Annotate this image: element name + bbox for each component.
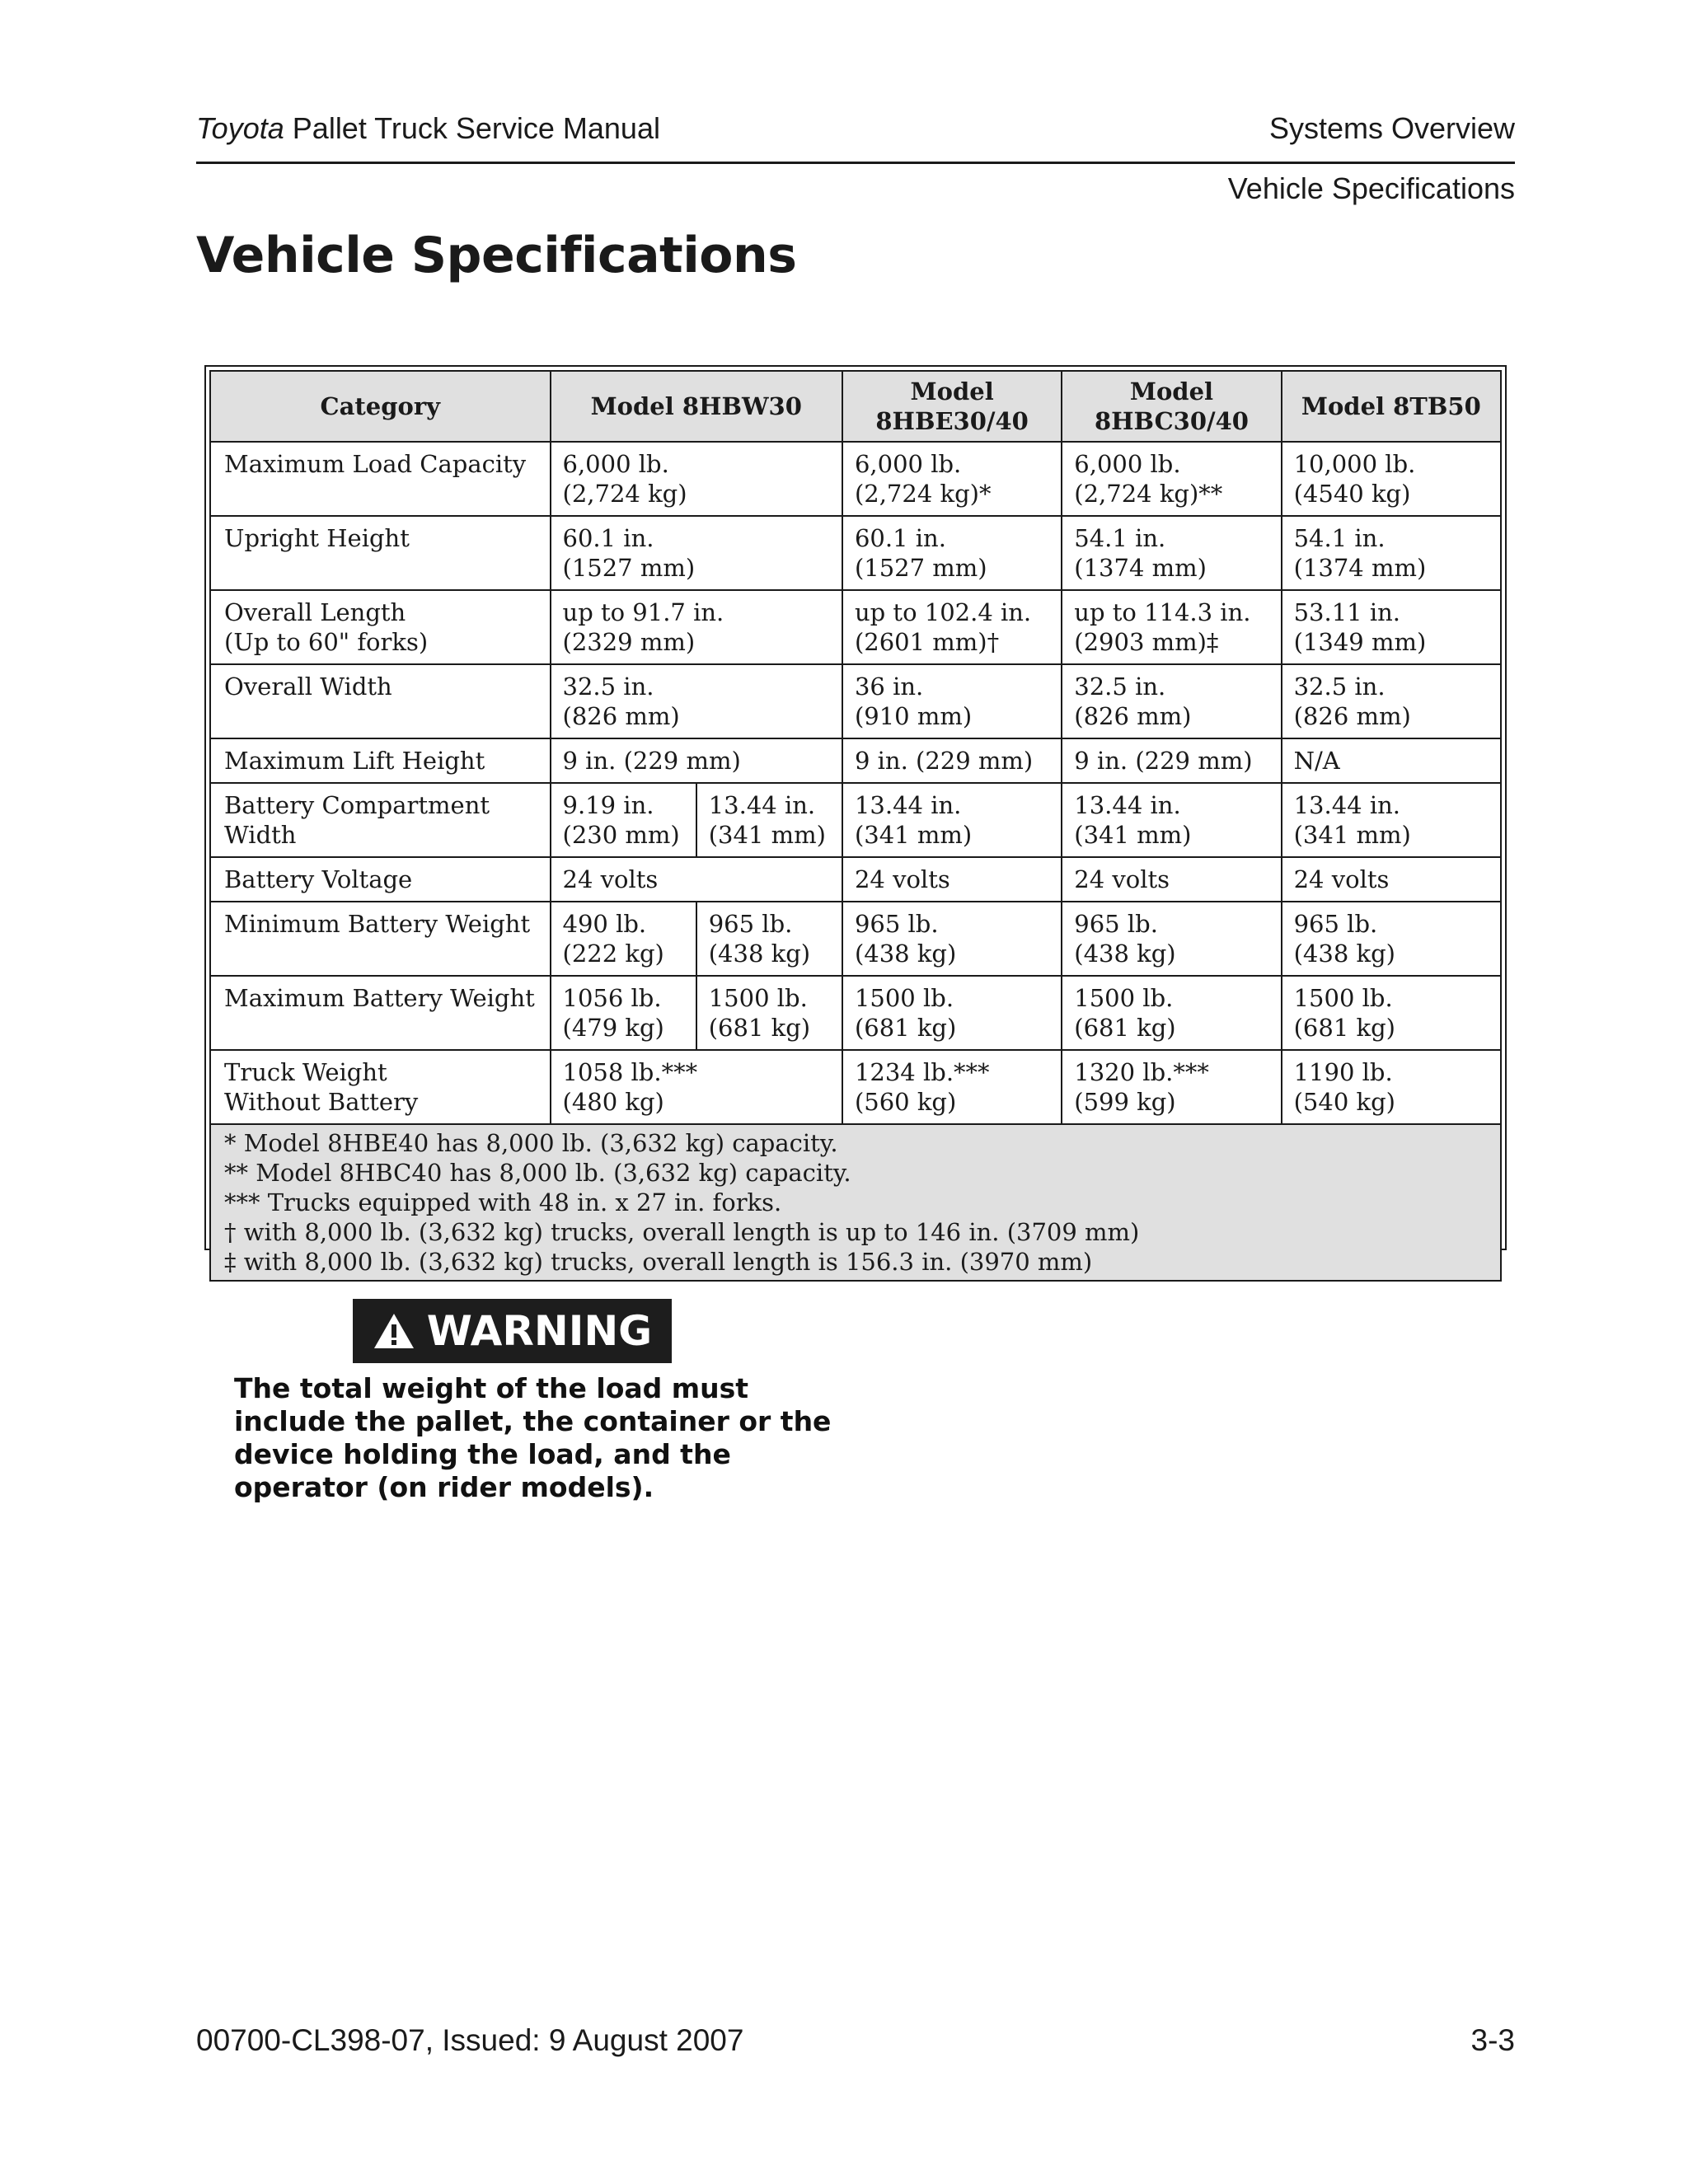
table-cell: 13.44 in. (341 mm) xyxy=(1282,783,1501,857)
table-cell: 24 volts xyxy=(1282,857,1501,902)
page-title: Vehicle Specifications xyxy=(196,227,797,284)
table-row xyxy=(210,976,1501,1050)
table-cell: 965 lb. (438 kg) xyxy=(1062,902,1281,976)
warning-label: WARNING xyxy=(426,1307,653,1355)
table-cell: 60.1 in. (1527 mm) xyxy=(842,516,1062,590)
table-cell: 36 in. (910 mm) xyxy=(842,664,1062,738)
table-cell: 1234 lb.*** (560 kg) xyxy=(842,1050,1062,1124)
brand-name: Toyota xyxy=(196,111,284,145)
row-category: Maximum Battery Weight xyxy=(210,976,551,1050)
table-cell: 6,000 lb. (2,724 kg)* xyxy=(842,442,1062,516)
page-footer xyxy=(196,2023,1515,2064)
section-name: Systems Overview xyxy=(1268,111,1515,145)
table-cell: 1500 lb. (681 kg) xyxy=(696,976,842,1050)
specs-table-frame xyxy=(204,365,1507,1276)
table-cell: 6,000 lb. (2,724 kg)** xyxy=(1062,442,1281,516)
footnote: *** Trucks equipped with 48 in. x 27 in. forks. xyxy=(224,1188,782,1216)
row-category: Battery Compartment Width xyxy=(210,783,551,857)
table-cell: 965 lb. (438 kg) xyxy=(842,902,1062,976)
warning-text: The total weight of the load must include the pallet, the container or the device holding the load, and the operator (on rider models). xyxy=(234,1372,832,1503)
table-row xyxy=(210,664,1501,738)
table-cell: N/A xyxy=(1282,738,1501,783)
table-cell: up to 102.4 in. (2601 mm)† xyxy=(842,590,1062,664)
table-cell: up to 91.7 in. (2329 mm) xyxy=(551,590,842,664)
page-number: 3-3 xyxy=(1470,2023,1515,2057)
table-cell: 1500 lb. (681 kg) xyxy=(1062,976,1281,1050)
table-cell: 53.11 in. (1349 mm) xyxy=(1282,590,1501,664)
table-cell: 9 in. (229 mm) xyxy=(842,738,1062,783)
table-footnotes xyxy=(210,1124,1501,1281)
column-header: Model 8HBC30/40 xyxy=(1062,371,1281,442)
footnote: * Model 8HBE40 has 8,000 lb. (3,632 kg) capacity. xyxy=(224,1129,838,1157)
table-cell: 24 volts xyxy=(842,857,1062,902)
column-header: Model 8HBW30 xyxy=(551,371,842,442)
manual-title xyxy=(196,111,660,146)
table-cell: 13.44 in. (341 mm) xyxy=(696,783,842,857)
table-cell: 965 lb. (438 kg) xyxy=(696,902,842,976)
column-header: Category xyxy=(210,371,551,442)
table-cell: 9.19 in. (230 mm) xyxy=(551,783,696,857)
table-cell: 6,000 lb. (2,724 kg) xyxy=(551,442,842,516)
table-cell: 32.5 in. (826 mm) xyxy=(1282,664,1501,738)
table-cell: 1500 lb. (681 kg) xyxy=(842,976,1062,1050)
table-row xyxy=(210,516,1501,590)
row-category: Minimum Battery Weight xyxy=(210,902,551,976)
table-cell: 9 in. (229 mm) xyxy=(551,738,842,783)
row-category: Upright Height xyxy=(210,516,551,590)
footnote: ‡ with 8,000 lb. (3,632 kg) trucks, overall length is 156.3 in. (3970 mm) xyxy=(224,1248,1093,1276)
column-header: Model 8HBE30/40 xyxy=(842,371,1062,442)
table-cell: 1190 lb. (540 kg) xyxy=(1282,1050,1501,1124)
table-row xyxy=(210,442,1501,516)
table-cell: 1320 lb.*** (599 kg) xyxy=(1062,1050,1281,1124)
table-row xyxy=(210,783,1501,857)
specs-table xyxy=(209,370,1502,1282)
table-cell: 10,000 lb. (4540 kg) xyxy=(1282,442,1501,516)
table-cell: 1500 lb. (681 kg) xyxy=(1282,976,1501,1050)
table-row xyxy=(210,590,1501,664)
row-category: Overall Length (Up to 60" forks) xyxy=(210,590,551,664)
table-cell: 32.5 in. (826 mm) xyxy=(1062,664,1281,738)
row-category: Truck Weight Without Battery xyxy=(210,1050,551,1124)
table-cell: up to 114.3 in. (2903 mm)‡ xyxy=(1062,590,1281,664)
table-cell: 60.1 in. (1527 mm) xyxy=(551,516,842,590)
row-category: Battery Voltage xyxy=(210,857,551,902)
table-header-row xyxy=(210,371,1501,442)
table-cell: 24 volts xyxy=(551,857,842,902)
table-cell: 54.1 in. (1374 mm) xyxy=(1062,516,1281,590)
warning-banner xyxy=(353,1299,672,1363)
table-notes-row xyxy=(210,1124,1501,1281)
table-row xyxy=(210,857,1501,902)
table-cell: 965 lb. (438 kg) xyxy=(1282,902,1501,976)
table-row xyxy=(210,902,1501,976)
row-category: Maximum Load Capacity xyxy=(210,442,551,516)
table-cell: 24 volts xyxy=(1062,857,1281,902)
header-rule xyxy=(196,162,1515,164)
table-cell: 13.44 in. (341 mm) xyxy=(842,783,1062,857)
running-header xyxy=(196,111,1515,161)
table-row xyxy=(210,738,1501,783)
table-cell: 54.1 in. (1374 mm) xyxy=(1282,516,1501,590)
column-header: Model 8TB50 xyxy=(1282,371,1501,442)
table-cell: 490 lb. (222 kg) xyxy=(551,902,696,976)
warning-triangle-icon xyxy=(373,1312,415,1350)
footnote: ** Model 8HBC40 has 8,000 lb. (3,632 kg) capacity. xyxy=(224,1159,851,1187)
row-category: Maximum Lift Height xyxy=(210,738,551,783)
subsection-name: Vehicle Specifications xyxy=(1227,171,1515,205)
footnote: † with 8,000 lb. (3,632 kg) trucks, overall length is up to 146 in. (3709 mm) xyxy=(224,1218,1140,1246)
document-id: 00700-CL398-07, Issued: 9 August 2007 xyxy=(196,2023,744,2057)
row-category: Overall Width xyxy=(210,664,551,738)
table-row xyxy=(210,1050,1501,1124)
manual-title-text: Pallet Truck Service Manual xyxy=(292,111,660,145)
table-cell: 32.5 in. (826 mm) xyxy=(551,664,842,738)
table-cell: 1058 lb.*** (480 kg) xyxy=(551,1050,842,1124)
table-cell: 1056 lb. (479 kg) xyxy=(551,976,696,1050)
table-cell: 9 in. (229 mm) xyxy=(1062,738,1281,783)
table-cell: 13.44 in. (341 mm) xyxy=(1062,783,1281,857)
